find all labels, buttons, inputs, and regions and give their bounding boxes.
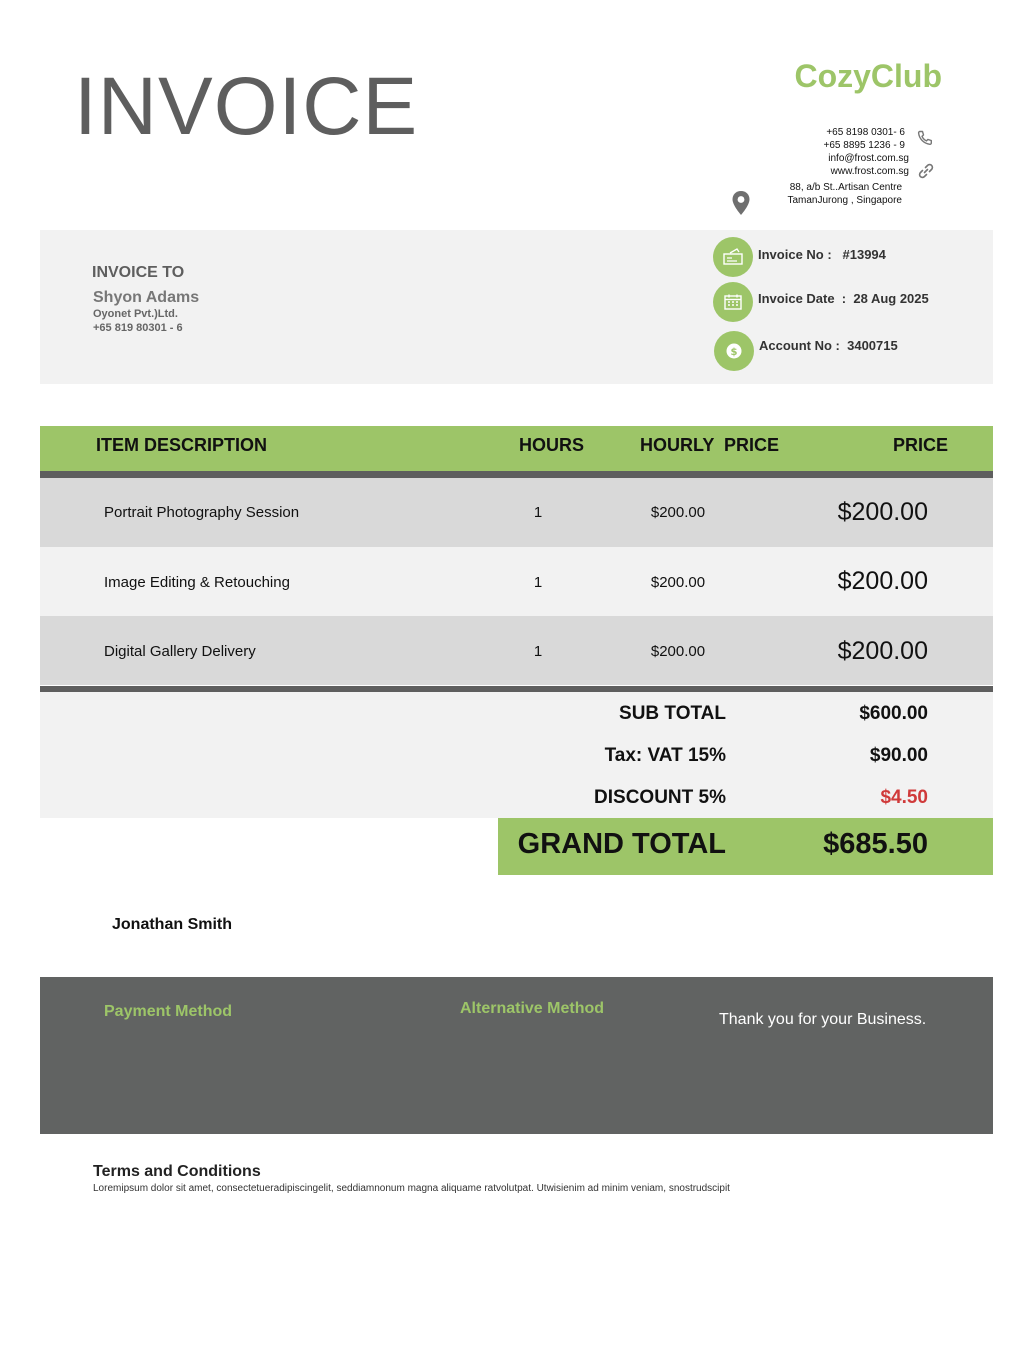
column-header-description: ITEM DESCRIPTION [96,435,268,455]
item-hours: 1 [533,574,543,591]
dollar-icon [714,331,754,371]
bill-to-label: INVOICE TO [92,264,185,281]
invoice-number: Invoice No : #13994 [758,247,886,262]
item-hours: 1 [533,504,543,521]
phone-line-1: +65 8198 0301- 6 [826,127,905,138]
item-price: $200.00 [837,498,928,526]
brand-name: CozyClub [794,58,942,94]
discount-label: DISCOUNT 5% [594,787,726,808]
invoice-title: INVOICE [74,61,419,152]
contact-block [705,126,909,178]
tax-value: $90.00 [869,745,928,766]
client-name: Shyon Adams [93,289,200,306]
item-price: $200.00 [837,567,928,595]
phone-icon [917,130,933,146]
terms-title: Terms and Conditions [93,1163,261,1180]
subtotal-value: $600.00 [859,703,928,724]
address-line-2: TamanJurong , Singapore [787,195,902,206]
item-rate: $200.00 [650,504,706,521]
item-description: Image Editing & Retouching [104,574,290,591]
item-description: Portrait Photography Session [104,504,300,521]
item-rate: $200.00 [650,643,706,660]
calendar-icon [713,282,753,322]
svg-text:$: $ [730,347,738,358]
discount-value: $4.50 [880,787,928,808]
header-divider [40,471,993,478]
client-phone: +65 819 80301 - 6 [93,322,183,334]
client-company: Oyonet Pvt.)Ltd. [93,308,178,320]
column-header-hours: HOURS [519,435,585,455]
item-price: $200.00 [837,637,928,665]
column-header-rate: HOURLY PRICE [640,435,780,455]
thank-you-note: Thank you for your Business. [719,1011,927,1028]
item-rate: $200.00 [650,574,706,591]
item-description: Digital Gallery Delivery [104,643,256,660]
email-line: info@frost.com.sg [828,153,909,164]
subtotal-label: SUB TOTAL [619,703,726,724]
signer-name: Jonathan Smith [112,916,233,933]
address-line-1: 88, a/b St..Artisan Centre [789,182,902,193]
grand-total-label: GRAND TOTAL [517,828,726,860]
location-pin-icon [731,190,751,216]
terms-body: Loremipsum dolor sit amet, consectetueradipiscingelit, seddiamnonum magna aliquame ratvolutpat. Utwisienim ad minim veniam, snostrudscipit [93,1183,730,1194]
ticket-icon [713,237,753,277]
item-hours: 1 [533,643,543,660]
phone-line-2: +65 8895 1236 - 9 [823,140,905,151]
grand-total-value: $685.50 [823,828,928,860]
invoice-date: Invoice Date : 28 Aug 2025 [758,291,929,306]
link-icon [917,162,935,180]
alternative-method-label: Alternative Method [460,1000,605,1017]
column-header-price: PRICE [893,435,949,455]
tax-label: Tax: VAT 15% [604,745,726,766]
account-number: Account No : 3400715 [759,338,898,353]
payment-method-label: Payment Method [104,1003,233,1020]
website-line: www.frost.com.sg [830,166,909,177]
